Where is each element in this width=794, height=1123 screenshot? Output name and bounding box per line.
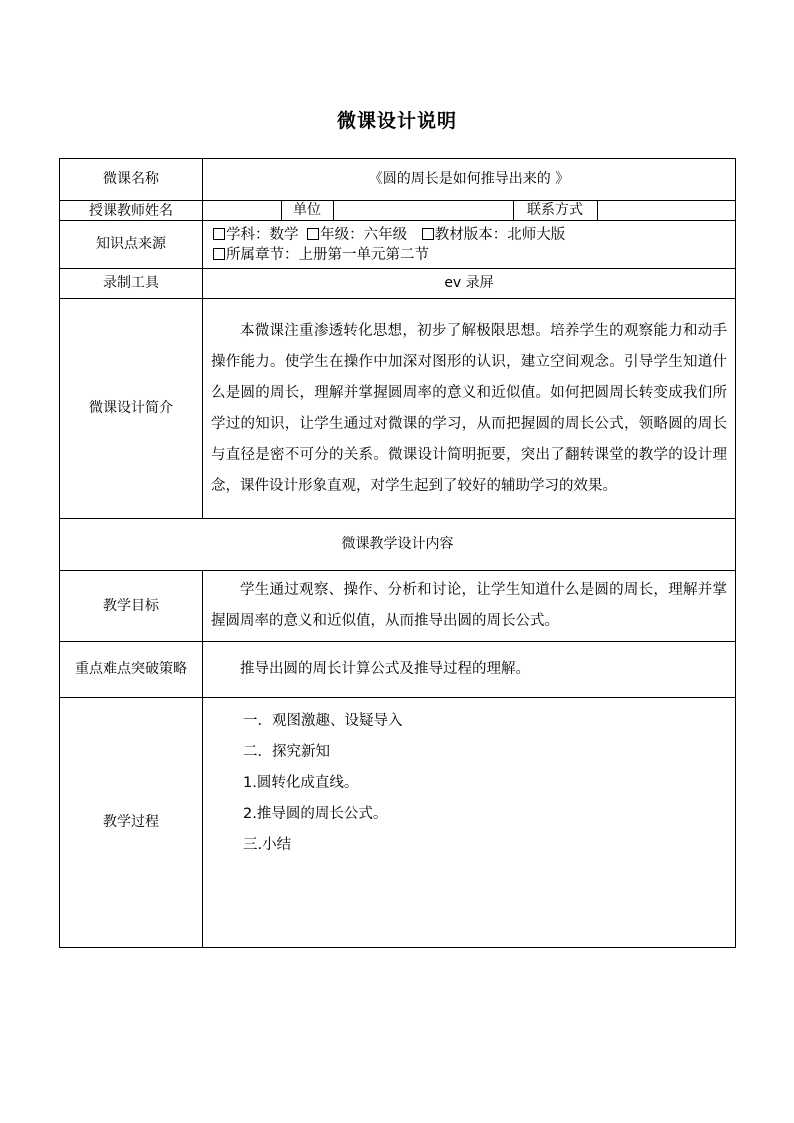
chapter-label: 所属章节： [226, 246, 299, 263]
label-strategy: 重点难点突破策略 [60, 642, 203, 698]
value-recording-tool: ev 录屏 [203, 269, 736, 299]
checkbox-icon [213, 228, 225, 240]
label-knowledge-source: 知识点来源 [60, 221, 203, 269]
row-course-name [60, 159, 736, 201]
row-strategy [60, 642, 736, 698]
process-item: 1.圆转化成直线。 [243, 775, 359, 791]
chapter-value: 上册第一单元第二节 [298, 246, 429, 263]
label-course-name: 微课名称 [60, 159, 203, 201]
process-item: 二．探究新知 [243, 744, 330, 760]
row-teaching-process [60, 698, 736, 948]
process-item: 2.推导圆的周长公式。 [243, 806, 388, 822]
value-unit [333, 201, 513, 220]
row-teacher [60, 201, 736, 221]
source-line-2 [203, 245, 735, 265]
teacher-subtable [203, 201, 736, 220]
strategy-text: 推导出圆的周长计算公式及推导过程的理解。 [240, 661, 530, 677]
source-line-1 [203, 225, 735, 245]
design-intro-text: 本微课注重渗透转化思想，初步了解极限思想。培养学生的观察能力和动手操作能力。使学生在操作中加深对图形的认识，建立空间观念。引导学生知道什么是圆的周长，理解并掌握圆周率的意义和近似值。如何把圆周长转变成我们所学过的知识，让学生通过对微课的学习，从而把握圆的周长公式，领略圆的周长与直径是密不可分的关系。微课设计简明扼要，突出了翻转课堂的教学的设计理念，课件设计形象直观，对学生起到了较好的辅助学习的效果。 [211, 322, 727, 494]
label-teaching-process: 教学过程 [60, 698, 203, 948]
subject-label: 学科： [226, 226, 270, 243]
label-recording-tool: 录制工具 [60, 269, 203, 299]
checkbox-icon [307, 228, 319, 240]
label-teaching-goal: 教学目标 [60, 571, 203, 642]
row-knowledge-source [60, 221, 736, 269]
value-course-name: 《圆的周长是如何推导出来的 》 [203, 159, 736, 201]
checkbox-icon [422, 228, 434, 240]
checkbox-icon [213, 248, 225, 260]
row-design-intro [60, 299, 736, 519]
label-unit: 单位 [281, 201, 333, 220]
teaching-goal-text: 学生通过观察、操作、分析和讨论，让学生知道什么是圆的周长，理解并掌握圆周率的意义和近似值，从而推导出圆的周长公式。 [211, 582, 727, 629]
edition-label: 教材版本： [434, 226, 508, 243]
row-section-header [60, 519, 736, 571]
value-teacher-name [203, 201, 281, 220]
grade-value: 六年级 [363, 226, 408, 243]
label-teacher-name: 授课教师姓名 [60, 201, 203, 221]
value-contact [597, 201, 736, 220]
edition-value: 北师大版 [507, 226, 566, 243]
document-title: 微课设计说明 [336, 110, 457, 132]
design-table [59, 158, 736, 948]
section-header: 微课教学设计内容 [60, 519, 736, 571]
process-item: 一．观图激趣、设疑导入 [243, 713, 403, 729]
subject-value: 数学 [269, 226, 299, 243]
row-recording-tool [60, 269, 736, 299]
teaching-process-list [203, 698, 735, 938]
label-design-intro: 微课设计简介 [60, 299, 203, 519]
process-item: 三.小结 [243, 837, 292, 853]
label-contact: 联系方式 [513, 201, 597, 220]
row-teaching-goal [60, 571, 736, 642]
grade-label: 年级： [320, 226, 364, 243]
